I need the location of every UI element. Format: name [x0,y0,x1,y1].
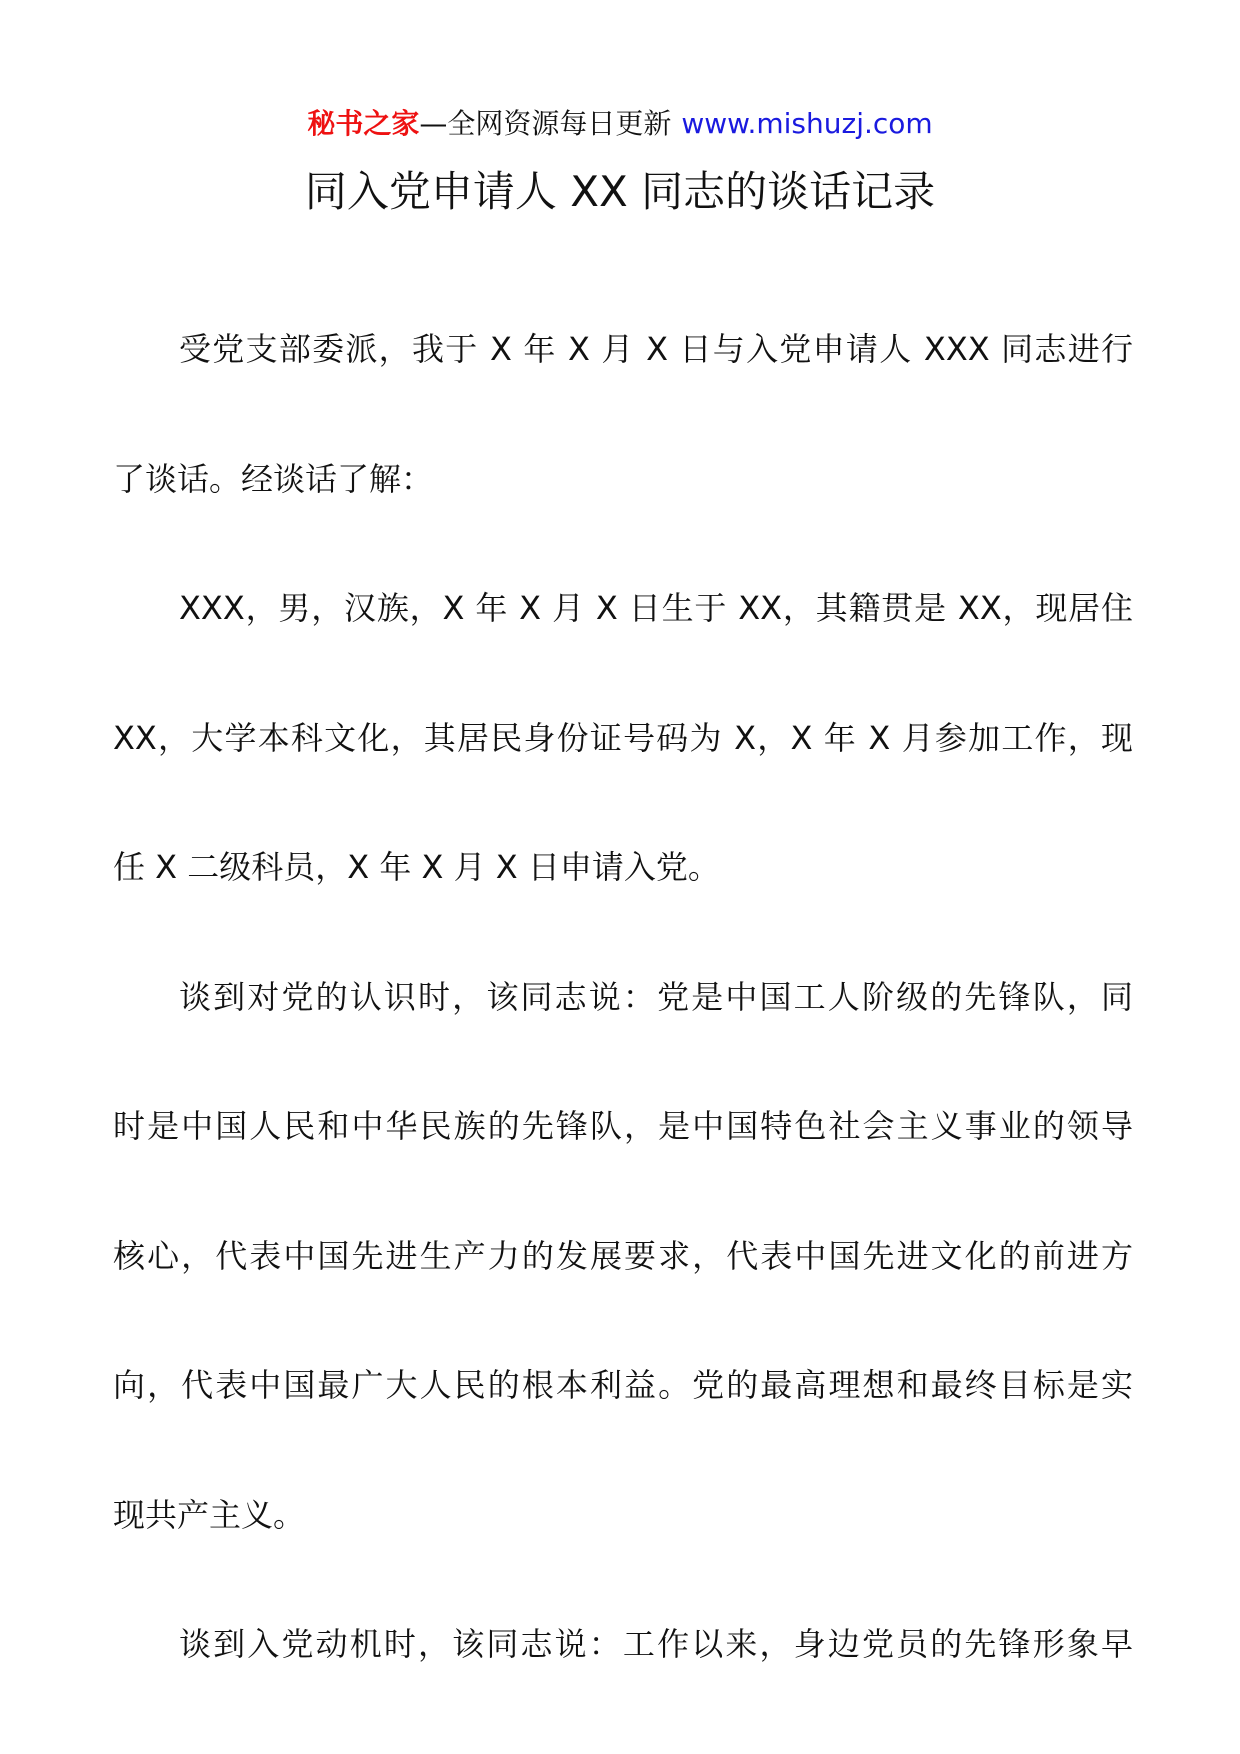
paragraph-line: 了谈话。经谈话了解： [113,459,434,498]
paragraph-line: 受党支部委派，我于 X 年 X 月 X 日与入党申请人 XXX 同志进行 [179,330,1133,368]
paragraph-line: 向，代表中国最广大人民的根本利益。党的最高理想和最终目标是实 [113,1366,1133,1404]
paragraph-line: XXX，男，汉族，X 年 X 月 X 日生于 XX，其籍贯是 XX，现居住 [179,589,1133,627]
paragraph-line: 时是中国人民和中华民族的先锋队，是中国特色社会主义事业的领导 [113,1107,1133,1145]
paragraph-line: 任 X 二级科员，X 年 X 月 X 日申请入党。 [113,848,720,886]
header-slogan: —全网资源每日更新 [419,107,672,140]
paragraph-line: 谈到对党的认识时，该同志说：党是中国工人阶级的先锋队，同 [179,977,1133,1016]
site-header [0,104,1240,144]
paragraph-line: 核心，代表中国先进生产力的发展要求，代表中国先进文化的前进方 [113,1236,1133,1275]
brand-name: 秘书之家 [307,107,420,140]
paragraph-line: XX，大学本科文化，其居民身份证号码为 X，X 年 X 月参加工作，现 [113,718,1133,757]
site-link[interactable]: www.mishuzj.com [681,107,933,140]
document-title: 同入党申请人 XX 同志的谈话记录 [304,167,936,216]
document-body [113,285,1133,1710]
paragraph-line: 现共产主义。 [113,1495,306,1534]
paragraph-line: 谈到入党动机时，该同志说：工作以来，身边党员的先锋形象早 [179,1625,1133,1663]
